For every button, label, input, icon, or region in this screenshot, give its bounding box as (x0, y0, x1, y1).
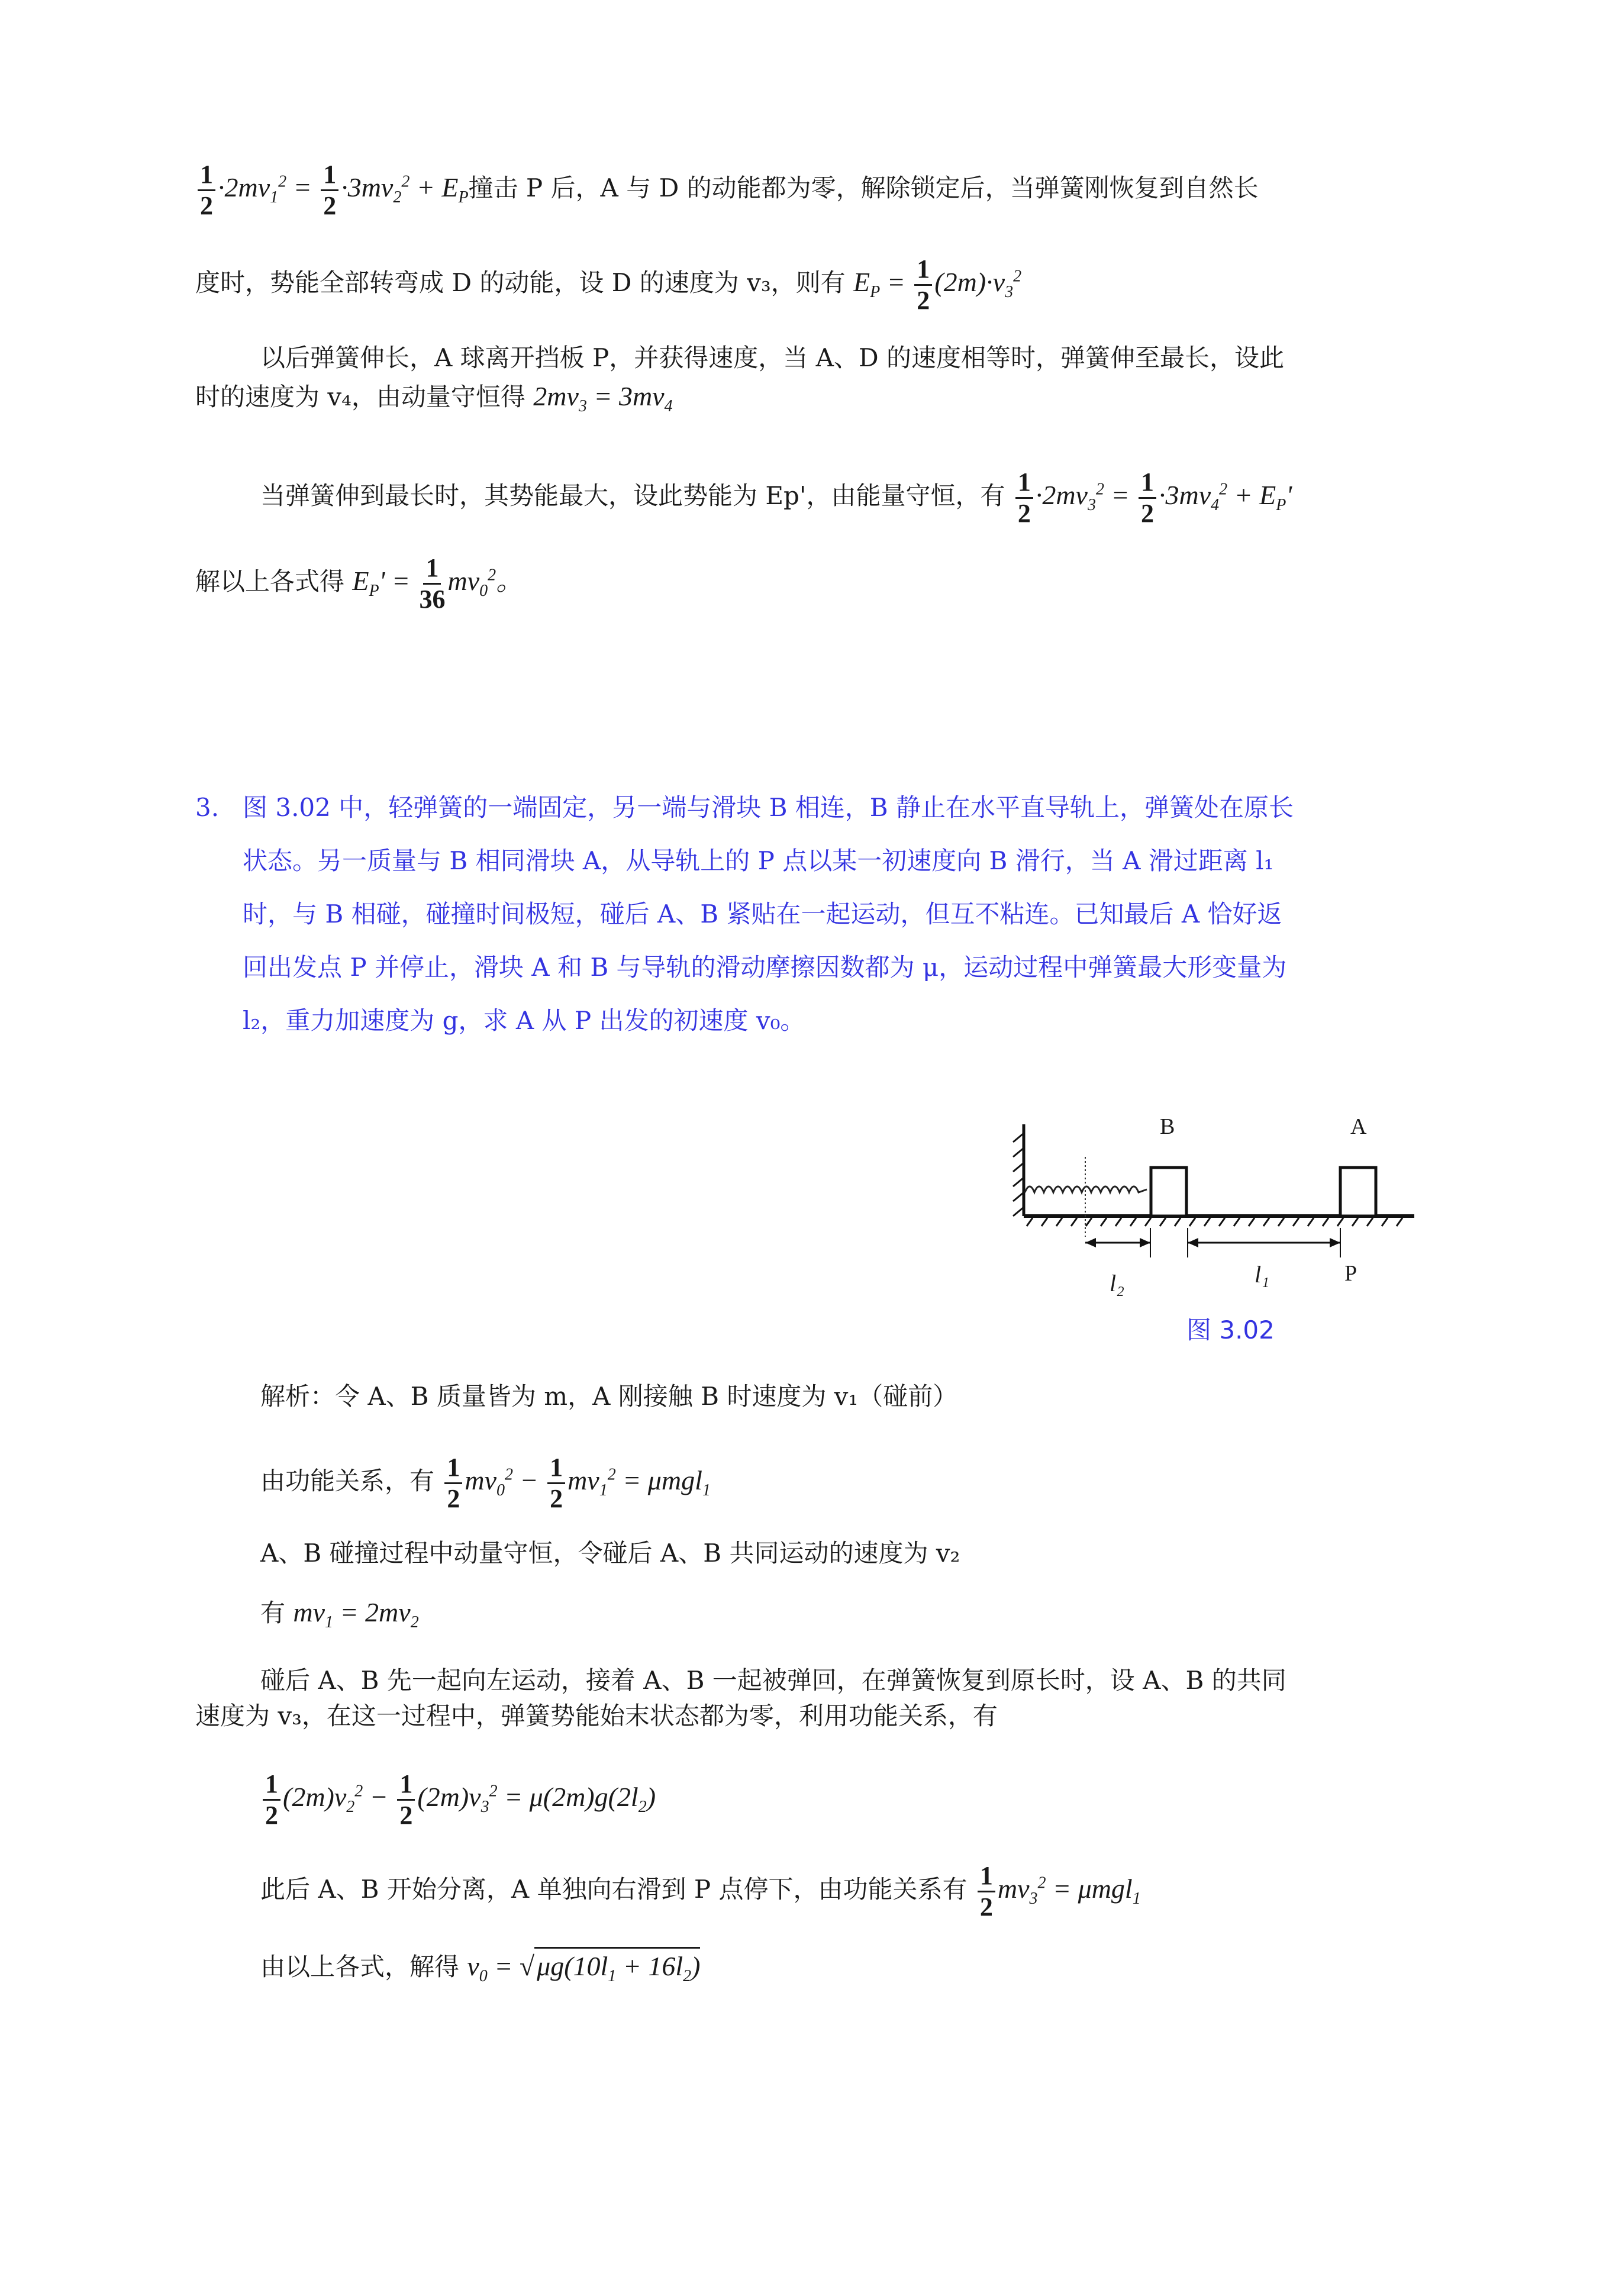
solution-line-6: 速度为 v₃，在这一过程中，弹簧势能始末状态都为零，利用功能关系，有 (195, 1701, 998, 1730)
text-line-6: 解以上各式得 (195, 567, 345, 596)
problem-line-4: 回出发点 P 并停止，滑块 A 和 B 与导轨的滑动摩擦因数都为 μ，运动过程中弹簧最大形变量为 (243, 953, 1287, 982)
formula-final-result: $v_0 = √\mu g(10l_1 + 16l_2)$ (467, 1951, 700, 1981)
equation-line-2 (195, 254, 1021, 315)
rail-hatching (1027, 1218, 1402, 1226)
formula-work-energy-2: $\frac{1}{2}$ $(2m)v_2^2$ − $\frac{1}{2}$ $(2m)v_3^2 = \mu(2m)g(2l_2)$ (260, 1782, 656, 1812)
solution-line-9 (260, 1947, 700, 1994)
problem-number: 3. (195, 793, 220, 822)
formula-momentum: $2mv_3 = 3mv_4$ (533, 381, 673, 416)
solution-line-3: A、B 碰撞过程中动量守恒，令碰后 A、B 共同运动的速度为 v₂ (260, 1539, 960, 1568)
formula-energy-3: $\frac{1}{2}$ $\cdot 2mv_3^2$ = $\frac{1}{2}$ $\cdot 3mv_4^2 + E_P'$ (1013, 480, 1292, 510)
solution-line-2 (260, 1453, 711, 1514)
formula-momentum-2: $mv_1 = 2mv_2$ (293, 1597, 419, 1632)
equation-line-4 (195, 379, 673, 424)
solution-text-4: 有 (260, 1598, 286, 1627)
block-a (1340, 1168, 1376, 1216)
label-l1: l₁ (1255, 1261, 1270, 1288)
solution-text-2: 由功能关系，有 (260, 1466, 435, 1496)
figure-caption: 图 3.02 (1186, 1315, 1275, 1344)
problem-line-5: l₂，重力加速度为 g，求 A 从 P 出发的初速度 v₀。 (243, 1006, 805, 1035)
solution-line-1: 解析：令 A、B 质量皆为 m，A 刚接触 B 时速度为 v₁（碰前） (260, 1382, 958, 1411)
problem-line-2: 状态。另一质量与 B 相同滑块 A，从导轨上的 P 点以某一初速度向 B 滑行，当 A 滑过距离 l₁ (243, 846, 1274, 875)
solution-line-4 (260, 1595, 419, 1640)
label-point-p: P (1344, 1261, 1357, 1286)
problem-line-3: 时，与 B 相碰，碰撞时间极短，碰后 A、B 紧贴在一起运动，但互不粘连。已知最后 A 恰好返 (243, 899, 1282, 928)
equation-line-6 (195, 553, 523, 614)
text-line-3: 以后弹簧伸长，A 球离开挡板 P，并获得速度，当 A、D 的速度相等时，弹簧伸至最长，设此 (260, 343, 1285, 372)
figure-spring-blocks (1000, 1101, 1426, 1297)
equation-line-1 (195, 160, 1259, 221)
formula-work-energy-1: $\frac{1}{2}$ $mv_0^2$ − $\frac{1}{2}$ $mv_1^2 = \mu mgl_1$ (442, 1465, 710, 1495)
formula-energy-1: $\frac{1}{2}$ $\cdot 2mv_1^2$ = $\frac{1}{2}$ $\cdot 3mv_2^2 + E_P$ (195, 172, 469, 202)
solution-line-7 (260, 1769, 656, 1830)
solution-text-8: 此后 A、B 开始分离，A 单独向右滑到 P 点停下，由功能关系有 (260, 1875, 968, 1904)
solution-line-5: 碰后 A、B 先一起向左运动，接着 A、B 一起被弹回，在弹簧恢复到原长时，设 A、B 的共同 (260, 1666, 1286, 1695)
block-b (1151, 1168, 1186, 1216)
formula-result-1: $E_P'$ = $\frac{1}{36}$ $mv_0^2$。 (352, 553, 524, 614)
label-l2: l₂ (1110, 1270, 1125, 1297)
label-block-b: B (1160, 1114, 1175, 1139)
solution-text-9: 由以上各式，解得 (260, 1952, 460, 1981)
formula-energy-2: $E_P$ = $\frac{1}{2}$ $(2m)\cdot v_3^2$ (853, 254, 1022, 315)
problem-line-1: 图 3.02 中，轻弹簧的一端固定，另一端与滑块 B 相连，B 静止在水平直导轨上，弹簧处在原长 (243, 793, 1294, 822)
formula-work-energy-3: $\frac{1}{2}$ $mv_3^2 = \mu mgl_1$ (975, 1873, 1141, 1904)
label-block-a: A (1350, 1114, 1367, 1139)
text-line-5: 当弹簧伸到最长时，其势能最大，设此势能为 Ep'，由能量守恒，有 (260, 481, 1005, 511)
text-line-1: 撞击 P 后，A 与 D 的动能都为零，解除锁定后，当弹簧刚恢复到自然长 (468, 173, 1259, 203)
equation-line-5 (260, 467, 1292, 528)
solution-line-8 (260, 1861, 1141, 1922)
text-line-2: 度时，势能全部转弯成 D 的动能，设 D 的速度为 v₃，则有 (195, 268, 846, 298)
text-line-4: 时的速度为 v₄，由动量守恒得 (195, 382, 525, 411)
